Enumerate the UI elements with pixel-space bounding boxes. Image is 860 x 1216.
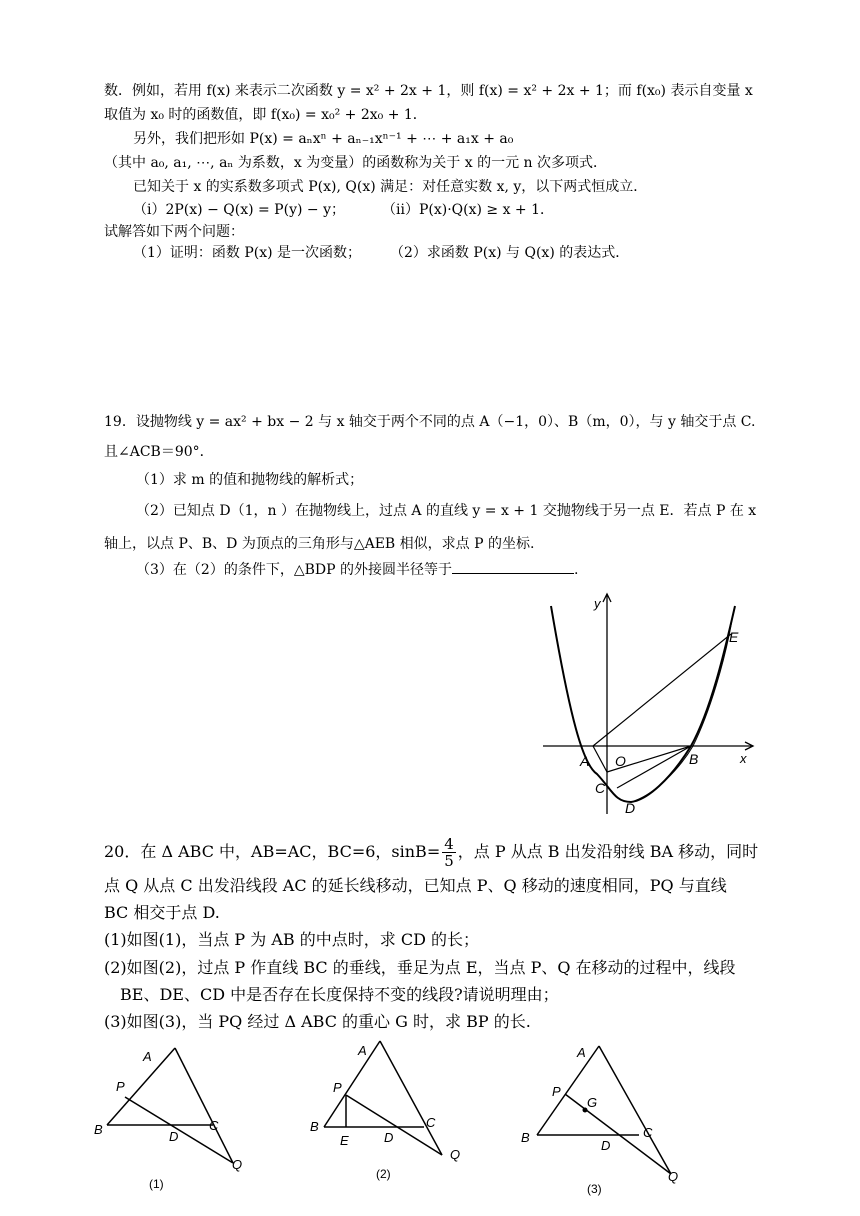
x-label: x — [740, 751, 747, 766]
fig3-label-P: P — [552, 1084, 561, 1099]
fig2-label-B: B — [310, 1119, 319, 1134]
fig2-label-Q: Q — [450, 1147, 461, 1162]
fig1-label-P: P — [116, 1079, 125, 1094]
point-A-label: A — [580, 753, 590, 769]
fig2-label-A: A — [358, 1043, 367, 1058]
fig1-label-D: D — [169, 1129, 179, 1144]
answer-blank — [452, 560, 574, 574]
point-D-label: D — [625, 800, 636, 816]
p20-line-6: BE、DE、CD 中是否存在长度保持不变的线段?请说明理由； — [120, 985, 559, 1004]
fraction-numerator: 4 — [444, 835, 454, 853]
line-AE — [593, 634, 731, 746]
point-O-label: O — [615, 753, 626, 769]
p18-question-2: （2）求函数 P(x) 与 Q(x) 的表达式． — [390, 245, 630, 261]
p20-line-1-rest: ，点 P 从点 B 出发沿射线 BA 移动，同时 — [457, 842, 759, 861]
p19-line-5: 轴上，以点 P、B、D 为顶点的三角形与△AEB 相似，求点 P 的坐标. — [104, 536, 535, 552]
fig3-label-C: C — [643, 1125, 653, 1140]
fig3-label-D: D — [601, 1138, 611, 1153]
p19-question-1: （1）求 m 的值和抛物线的解析式； — [136, 472, 364, 488]
fig2-label-P: P — [333, 1080, 342, 1095]
fig3-label-B: B — [521, 1130, 530, 1145]
p19-question-3-text: （3）在（2）的条件下，△BDP 的外接圆半径等于 — [136, 562, 452, 578]
fig3-caption: (3) — [587, 1182, 602, 1196]
p19-question-3 — [136, 560, 578, 579]
fig1-label-B: B — [94, 1122, 103, 1137]
figure-1 — [85, 1045, 255, 1215]
p18-line-5: 已知关于 x 的实系数多项式 P(x), Q(x) 满足：对任意实数 x, y，以下两式恒成立． — [133, 179, 648, 195]
fig1-caption: (1) — [149, 1177, 164, 1191]
p20-line-2: 点 Q 从点 C 出发沿线段 AC 的延长线移动，已知点 P、Q 移动的速度相同，PQ 与直线 — [104, 876, 727, 895]
line-AB — [537, 1046, 599, 1135]
p18-line-3: 另外，我们把形如 P(x) = aₙxⁿ + aₙ₋₁xⁿ⁻¹ + ⋯ + a₁x + a₀ — [133, 131, 514, 147]
y-label: y — [594, 596, 601, 611]
sinB-fraction — [442, 836, 456, 869]
fig1-label-C: C — [209, 1118, 219, 1133]
segment-AC — [593, 746, 607, 772]
figure-2 — [300, 1035, 480, 1205]
p18-line-7: 试解答如下两个问题： — [104, 224, 244, 240]
parabola-graph — [535, 590, 765, 820]
p19-question-3-end: . — [573, 562, 579, 578]
line-PQ — [565, 1094, 671, 1174]
p20-line-3: BC 相交于点 D. — [104, 903, 220, 922]
p20-question-3: (3)如图(3)，当 PQ 经过 Δ ABC 的重心 G 时，求 BP 的长. — [104, 1012, 531, 1031]
p18-condition-ii: （ⅱ）P(x)·Q(x) ≥ x + 1． — [382, 202, 555, 218]
line-AQ — [599, 1046, 671, 1174]
fig2-caption: (2) — [376, 1167, 391, 1181]
parabola-curve-inner — [631, 620, 732, 802]
p20-question-2: (2)如图(2)，过点 P 作直线 BC 的垂线，垂足为点 E，当点 P、Q 在移动的过程中，线段 — [104, 958, 736, 977]
p18-line-2: 取值为 x₀ 时的函数值，即 f(x₀) = x₀² + 2x₀ + 1． — [104, 107, 427, 123]
fig2-label-E: E — [340, 1133, 349, 1148]
fraction-denominator: 5 — [444, 852, 454, 870]
p18-condition-i: （ⅰ）2P(x) − Q(x) = P(y) − y； — [133, 202, 345, 218]
p18-line-1: 数．例如，若用 f(x) 来表示二次函数 y = x² + 2x + 1，则 f(x) = x² + 2x + 1；而 f(x₀) 表示自变量 x — [104, 83, 753, 99]
fig3-label-G: G — [587, 1095, 598, 1110]
p20-question-1: (1)如图(1)，当点 P 为 AB 的中点时，求 CD 的长； — [104, 930, 479, 949]
fig3-label-Q: Q — [668, 1169, 679, 1184]
fig1-label-Q: Q — [232, 1157, 243, 1172]
p19-line-2: 且∠ACB＝90°． — [104, 444, 214, 460]
point-C-label: C — [595, 780, 606, 796]
p19-question-2: （2）已知点 D（1，n ）在抛物线上，过点 A 的直线 y = x + 1 交抛物线于另一点 E．若点 P 在 x — [136, 503, 757, 519]
point-B-label: B — [689, 751, 699, 767]
segment-DB — [617, 746, 691, 788]
fig1-label-A: A — [143, 1049, 152, 1064]
fig2-label-D: D — [384, 1130, 394, 1145]
figure-3 — [515, 1040, 695, 1210]
p20-line-1-text: 20．在 Δ ABC 中，AB=AC，BC=6，sinB= — [104, 842, 441, 861]
fig3-label-A: A — [577, 1045, 586, 1060]
p18-question-1: （1）证明：函数 P(x) 是一次函数； — [133, 245, 362, 261]
p19-line-1: 19．设抛物线 y = ax² + bx − 2 与 x 轴交于两个不同的点 A（−1，0）、B（m，0），与 y 轴交于点 C. — [104, 414, 756, 430]
point-E-label: E — [729, 629, 739, 645]
p18-line-4: （其中 a₀, a₁, ⋯, aₙ 为系数，x 为变量）的函数称为关于 x 的一元 n 次多项式． — [104, 155, 607, 171]
fig2-label-C: C — [426, 1115, 436, 1130]
p20-line-1 — [104, 836, 758, 869]
